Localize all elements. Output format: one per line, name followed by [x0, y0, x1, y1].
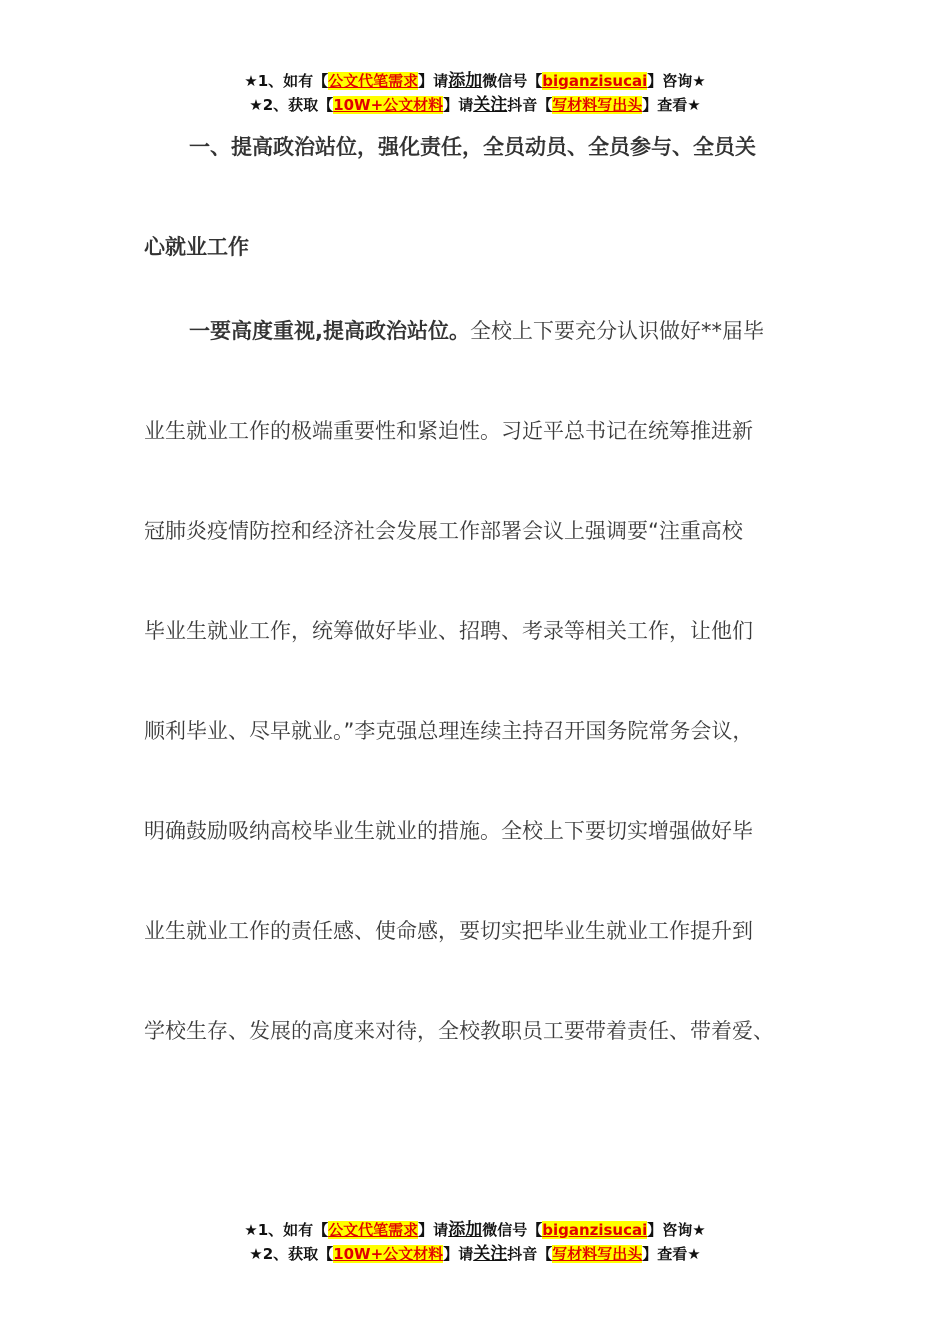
body-paragraph — [144, 281, 834, 1081]
banner-text: 】咨询★ — [647, 1221, 706, 1239]
banner-text: 抖音【 — [507, 96, 553, 114]
banner-text: ★1、如有【 — [244, 1221, 329, 1239]
banner-text: 】请 — [443, 1245, 474, 1263]
paragraph-lead-text: 全校上下要充分认识做好**届毕 — [469, 319, 764, 343]
banner-line-2 — [0, 1242, 950, 1266]
banner-wechat-id: biganzisucai — [542, 1221, 648, 1239]
paragraph-line: 业生就业工作的极端重要性和紧迫性。习近平总书记在统筹推进新 — [144, 419, 753, 443]
paragraph-line: 明确鼓励吸纳高校毕业生就业的措施。全校上下要切实增强做好毕 — [144, 819, 753, 843]
banner-text: 抖音【 — [507, 1245, 553, 1263]
header-banner — [0, 69, 950, 117]
paragraph-line: 顺利毕业、尽早就业。”李克强总理连续主持召开国务院常务会议， — [144, 719, 754, 743]
banner-line-1 — [0, 1218, 950, 1242]
banner-text: 】查看★ — [642, 96, 701, 114]
banner-text: ★2、获取【 — [249, 96, 334, 114]
banner-line-2 — [0, 93, 950, 117]
banner-text: ★1、如有【 — [244, 72, 329, 90]
banner-text: 】请 — [418, 1221, 449, 1239]
banner-highlight: 公文代笔需求 — [328, 1221, 419, 1239]
banner-wechat-id: biganzisucai — [542, 72, 648, 90]
banner-text: 微信号【 — [482, 1221, 543, 1239]
banner-emphasis: 关注 — [473, 95, 508, 115]
banner-douyin-id: 写材料写出头 — [552, 96, 643, 114]
banner-text: 】请 — [443, 96, 474, 114]
banner-highlight: 10W+公文材料 — [333, 96, 444, 114]
banner-line-1 — [0, 69, 950, 93]
banner-douyin-id: 写材料写出头 — [552, 1245, 643, 1263]
paragraph-first-line — [144, 281, 834, 381]
section-heading-line-1: 一、提高政治站位，强化责任，全员动员、全员参与、全员关 — [189, 135, 756, 159]
banner-emphasis: 添加 — [448, 71, 483, 91]
banner-emphasis: 添加 — [448, 1220, 483, 1240]
section-heading-line-2: 心就业工作 — [144, 235, 249, 259]
banner-text: 】咨询★ — [647, 72, 706, 90]
banner-highlight: 公文代笔需求 — [328, 72, 419, 90]
footer-banner — [0, 1218, 950, 1266]
banner-text: 】请 — [418, 72, 449, 90]
paragraph-line: 学校生存、发展的高度来对待，全校教职员工要带着责任、带着爱、 — [144, 1019, 774, 1043]
banner-emphasis: 关注 — [473, 1244, 508, 1264]
paragraph-line: 冠肺炎疫情防控和经济社会发展工作部署会议上强调要“注重高校 — [144, 519, 743, 543]
paragraph-line: 业生就业工作的责任感、使命感，要切实把毕业生就业工作提升到 — [144, 919, 753, 943]
banner-highlight: 10W+公文材料 — [333, 1245, 444, 1263]
paragraph-line: 毕业生就业工作，统筹做好毕业、招聘、考录等相关工作，让他们 — [144, 619, 753, 643]
banner-text: ★2、获取【 — [249, 1245, 334, 1263]
banner-text: 】查看★ — [642, 1245, 701, 1263]
banner-text: 微信号【 — [482, 72, 543, 90]
paragraph-lead-bold: 一要高度重视,提高政治站位。 — [189, 319, 470, 343]
